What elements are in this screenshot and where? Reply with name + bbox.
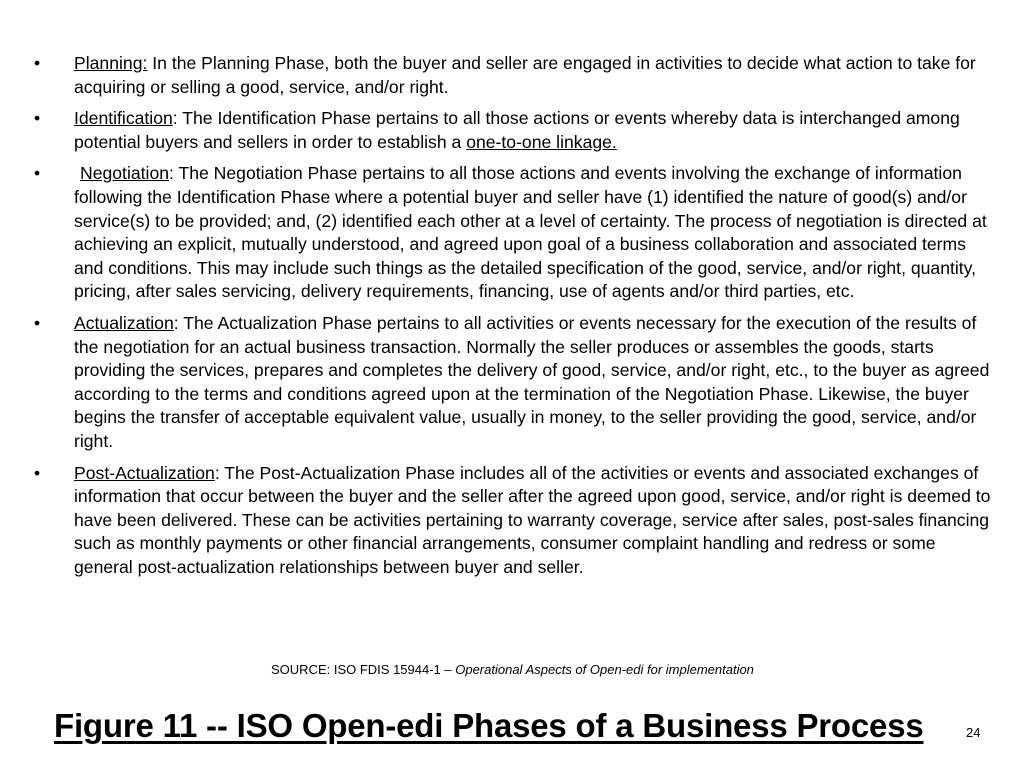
bullet-dot-icon: • [34, 312, 41, 333]
bullet-dot-icon: • [34, 108, 41, 129]
bullet-dot-icon: • [34, 53, 41, 73]
bullet-post-actualization [34, 462, 994, 580]
bullet-negotiation [34, 162, 994, 304]
bullet-planning [34, 52, 994, 99]
bullet-text: : The Post-Actualization Phase includes all of the activities or events and associated exchanges of information that occur between the buyer and the seller after the agreed upon good, service, and/or right is deemed to have been delivered. These can be activities pertaining to warranty coverage, service after sales, post-sales financing such as monthly payments or other financial arrangements, consumer complaint handling and redress or some general post-actualization relationships between buyer and seller. [74, 462, 991, 577]
term-negotiation: Negotiation [80, 163, 170, 184]
one-to-one-linkage-link[interactable]: one-to-one linkage. [466, 131, 617, 152]
bullet-identification [34, 107, 994, 154]
bullet-dot-icon: • [34, 163, 41, 184]
bullet-actualization [34, 312, 994, 454]
term-identification: Identification [74, 108, 173, 129]
source-title: Operational Aspects of Open-edi for implementation [455, 662, 754, 677]
bullet-text: In the Planning Phase, both the buyer and seller are engaged in activities to decide what action to take for acquiring or selling a good, service, and/or right. [74, 53, 976, 97]
bullet-text: : The Actualization Phase pertains to all activities or events necessary for the execution of the results of the negotiation for an actual business transaction. Normally the seller produces or assembles the goods, starts providing the services, prepares and completes the delivery of good, service, and/or right, etc., to the buyer as agreed according to the terms and conditions agreed upon at the termination of the Negotiation Phase. Likewise, the buyer begins the transfer of acceptable equivalent value, usually in money, to the seller providing the good, service, and/or right. [74, 312, 990, 451]
term-actualization: Actualization [74, 312, 174, 333]
term-post-actualization: Post-Actualization [74, 462, 215, 483]
source-citation [271, 661, 754, 679]
bullet-text: : The Negotiation Phase pertains to all those actions and events involving the exchange of information following the Identification Phase where a potential buyer and seller have (1) identified the nature of good(s) and/or service(s) to be provided; and, (2) identified each other at a level of certainty. The process of negotiation is directed at achieving an explicit, mutually understood, and agreed upon goal of a business collaboration and associated terms and conditions. This may include such things as the detailed specification of the good, service, and/or right, quantity, pricing, after sales servicing, delivery requirements, financing, use of agents and/or third parties, etc. [74, 163, 987, 302]
bullet-dot-icon: • [34, 462, 41, 483]
bullet-list [34, 52, 994, 587]
page-number: 24 [966, 725, 981, 740]
source-prefix: SOURCE: ISO FDIS 15944-1 – [271, 662, 456, 677]
term-planning: Planning: [74, 53, 148, 73]
figure-title: Figure 11 -- ISO Open-edi Phases of a Business Process [54, 707, 924, 744]
bullet-text: : The Identification Phase pertains to all those actions or events whereby data is interchanged among potential buyers and sellers in order to establish a [74, 108, 960, 152]
